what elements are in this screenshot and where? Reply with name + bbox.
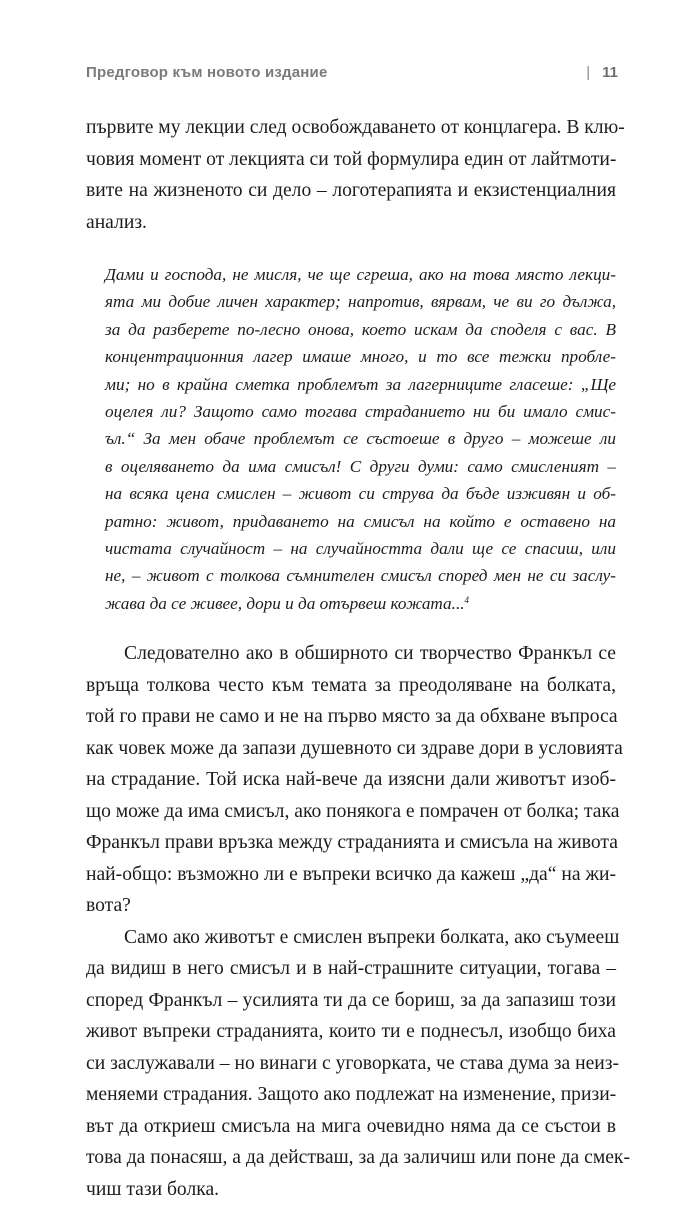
quote-line-last bbox=[105, 590, 616, 617]
text-line: меняеми страдания. Защото ако подлежат на изменение, призи- bbox=[86, 1084, 617, 1106]
paragraph bbox=[86, 638, 623, 922]
paragraph bbox=[86, 922, 630, 1205]
quote-line: ратно: живот, придаването на смисъл на който е оставено на bbox=[105, 511, 616, 531]
text-line: според Франкъл – усилията ти да се бориш, за да запазиш този bbox=[86, 989, 616, 1011]
text-line: що може да има смисъл, ако понякога е помрачен от болка; така bbox=[86, 800, 620, 822]
text-line: първите му лекции след освобождаването от концлагера. В клю- bbox=[86, 117, 625, 138]
text-line: живот въпреки страданията, които ти е поднесъл, изобщо биха bbox=[86, 1021, 616, 1043]
text-line: си заслужавали – но винаги с уговорката, че става дума за неиз- bbox=[86, 1052, 620, 1074]
quote-line: оцелея ли? Защото само тогава страданието ни би имало смис- bbox=[105, 401, 616, 421]
text-line: най-общо: възможно ли е въпреки всичко да кажеш „да“ на жи- bbox=[86, 863, 616, 885]
text-line: как човек може да запази душевното си здраве дори в условията bbox=[86, 737, 623, 759]
quote-line: чистата случайност – на случайността дали ще се спасиш, или bbox=[105, 538, 616, 558]
text-line: да видиш в него смисъл и в най-страшните ситуации, тогава – bbox=[86, 958, 616, 980]
text-line: Следователно ако в обширното си творчество Франкъл се bbox=[124, 643, 616, 665]
text-line: анализ. bbox=[86, 211, 147, 233]
text-line: вота? bbox=[86, 895, 131, 917]
page-number: 11 bbox=[602, 63, 618, 81]
quote-line: ята ми добие личен характер; напротив, вярвам, че ви го дължа, bbox=[105, 292, 616, 312]
quote-line: Дами и господа, не мисля, че ще сгреша, ако на това място лекци- bbox=[105, 265, 616, 284]
running-header bbox=[86, 60, 618, 84]
quote-line: концентрационния лагер имаше много, и то все тежки пробле- bbox=[105, 347, 616, 367]
quote-line: на всяка цена смислен – живот си струва да бъде изживян и об- bbox=[105, 484, 616, 504]
footnote-marker: 4 bbox=[464, 594, 470, 605]
text-line: човия момент от лекцията си той формулира един от лайтмоти- bbox=[86, 148, 617, 170]
text-line: вите на жизненото си дело – логотерапията и екзистенциалния bbox=[86, 180, 616, 201]
quote-line-text: жава да се живее, дори и да отървеш кожата... bbox=[105, 593, 465, 613]
quote-line: за да разберете по-лесно онова, което искам да споделя с вас. В bbox=[105, 319, 616, 339]
chapter-title: Предговор към новото издание bbox=[86, 63, 328, 81]
page-body bbox=[86, 112, 630, 1205]
quote-line: не, – живот с толкова съмнителен смисъл според мен не си заслу- bbox=[105, 566, 616, 586]
block-quote bbox=[86, 261, 616, 617]
text-line: той го прави не само и не на първо място за да обхване въпроса bbox=[86, 706, 618, 728]
text-line: връща толкова често към темата за преодоляване на болката, bbox=[86, 674, 616, 696]
page-number-group bbox=[586, 64, 618, 81]
text-line: това да понасяш, а да действаш, за да заличиш или поне да смек- bbox=[86, 1147, 630, 1169]
quote-line: ъл.“ За мен обаче проблемът се състоеше в друго – можеше ли bbox=[105, 429, 616, 449]
quote-line: ми; но в крайна сметка проблемът за лагерниците гласеше: „Ще bbox=[105, 374, 616, 394]
text-line: Само ако животът е смислен въпреки болката, ако съумееш bbox=[124, 926, 620, 948]
text-line: чиш тази болка. bbox=[86, 1178, 220, 1200]
paragraph-continued bbox=[86, 112, 625, 238]
header-separator: | bbox=[586, 63, 591, 81]
text-line: на страдание. Той иска най-вече да изясни дали животът изоб- bbox=[86, 769, 616, 791]
quote-line: в оцеляването да има смисъл! С други думи: само смисленият – bbox=[105, 456, 616, 476]
text-line: Франкъл прави връзка между страданията и смисъла на живота bbox=[86, 832, 618, 854]
text-line: вът да откриеш смисъла на мига очевидно няма да се състои в bbox=[86, 1115, 616, 1137]
